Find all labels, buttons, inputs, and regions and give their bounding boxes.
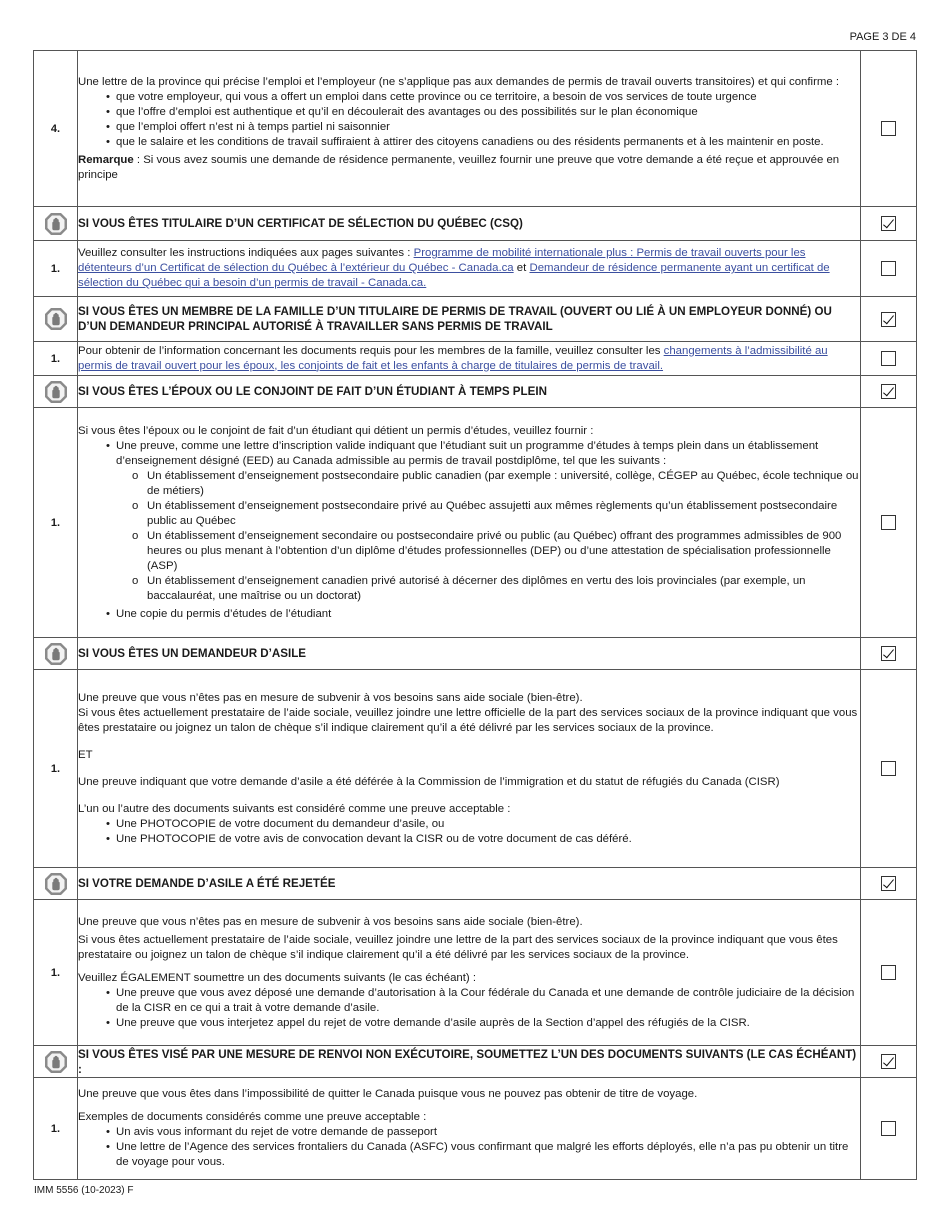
csq-instructions-link[interactable]: Programme de mobilité internationale plus : Permis de travail ouverts pour les détenteurs d’un Certificat de sélection du Québec à l’extérieur du Québec - Canada.ca xyxy=(78,247,806,274)
bullet-item xyxy=(106,439,860,604)
section-header: SI VOUS ÊTES VISÉ PAR UNE MESURE DE RENVOI NON EXÉCUTOIRE, SOUMETTEZ L’UN DES DOCUMENTS SUIVANTS (LE CAS ÉCHÉANT) : xyxy=(78,1046,861,1078)
sub-bullet-item: o Un établissement d’enseignement postsecondaire privé au Québec assujetti aux mêmes règlements qu’un établissement postsecondaire public au Québec xyxy=(132,499,860,529)
sub-bullet-item: o Un établissement d’enseignement postsecondaire public canadien (par exemple : université, collège, CÉGEP au Québec, école technique ou de métiers) xyxy=(132,469,860,499)
section-header-row xyxy=(34,207,917,241)
permanent-resident-csq-link[interactable]: Demandeur de résidence permanente ayant un certificat de sélection du Québec qui a besoin d’un permis de travail - Canada.ca. xyxy=(78,262,830,289)
item-paragraph: Si vous êtes actuellement prestataire de l’aide sociale, veuillez joindre une lettre officielle de la part des services sociaux de la province indiquant que vous êtes prestataire ou joignez un talon de chèque s’il indique clairement qu’il a été délivré par les services sociaux de la province. xyxy=(78,706,858,734)
item-number: 1. xyxy=(34,670,78,868)
section-checkbox[interactable] xyxy=(881,216,896,231)
item-paragraph: Veuillez ÉGALEMENT soumettre un des documents suivants (le cas échéant) : xyxy=(78,971,477,984)
bullet-item: • Un avis vous informant du rejet de votre demande de passeport xyxy=(106,1125,860,1140)
item-checkbox[interactable] xyxy=(881,761,896,776)
octagon-hand-icon xyxy=(44,642,68,666)
section-checkbox[interactable] xyxy=(881,312,896,327)
item-paragraph: Exemples de documents considérés comme une preuve acceptable : xyxy=(78,1111,427,1123)
bullet-item: • Une PHOTOCOPIE de votre avis de convocation devant la CISR ou de votre document de cas déféré. xyxy=(106,832,860,847)
item-description xyxy=(78,408,861,638)
item-text: Pour obtenir de l’information concernant les documents requis pour les membres de la famille, veuillez consulter les xyxy=(78,344,664,357)
item-row xyxy=(34,408,917,638)
section-header: SI VOUS ÊTES TITULAIRE D’UN CERTIFICAT DE SÉLECTION DU QUÉBEC (CSQ) xyxy=(78,207,861,241)
remark-label: Remarque xyxy=(78,153,134,166)
section-header-row xyxy=(34,638,917,670)
document-checklist-table xyxy=(33,50,917,1180)
octagon-hand-icon xyxy=(44,307,68,331)
item-paragraph: Une preuve que vous n’êtes pas en mesure de subvenir à vos besoins sans aide sociale (bien-être). xyxy=(78,691,583,704)
section-header-row xyxy=(34,868,917,900)
item-checkbox[interactable] xyxy=(881,351,896,366)
item-row xyxy=(34,51,917,207)
item-row xyxy=(34,900,917,1046)
item-intro: Une lettre de la province qui précise l’emploi et l’employeur (ne s’applique pas aux demandes de permis de travail ouverts transitoires) et qui confirme : xyxy=(78,75,840,88)
section-header: SI VOTRE DEMANDE D’ASILE A ÉTÉ REJETÉE xyxy=(78,868,861,900)
remark-text: : Si vous avez soumis une demande de résidence permanente, veuillez fournir une preuve que votre demande a été reçue et approuvée en principe xyxy=(78,153,840,181)
item-paragraph: Si vous êtes actuellement prestataire de l’aide sociale, veuillez joindre une lettre de la part des services sociaux de la province indiquant que vous êtes prestataire ou joignez un talon de chèque s’il indique clairement qu’il a été délivré par les services sociaux de la province. xyxy=(78,933,838,961)
section-checkbox[interactable] xyxy=(881,646,896,661)
octagon-hand-icon xyxy=(44,872,68,896)
item-checkbox[interactable] xyxy=(881,261,896,276)
item-number: 1. xyxy=(34,1078,78,1180)
item-number: 4. xyxy=(34,51,78,207)
bullet-item: • que l’emploi offert n’est ni à temps partiel ni saisonnier xyxy=(106,120,860,135)
item-text: Veuillez consulter les instructions indiquées aux pages suivantes : xyxy=(78,247,414,259)
item-description xyxy=(78,241,861,297)
item-checkbox[interactable] xyxy=(881,965,896,980)
item-text: et xyxy=(513,262,530,274)
section-checkbox[interactable] xyxy=(881,1054,896,1069)
section-header-row xyxy=(34,297,917,342)
form-code-footer: IMM 5556 (10-2023) F xyxy=(34,1185,134,1196)
section-header-row xyxy=(34,1046,917,1078)
section-checkbox[interactable] xyxy=(881,384,896,399)
item-number: 1. xyxy=(34,342,78,376)
section-header: SI VOUS ÊTES L’ÉPOUX OU LE CONJOINT DE FAIT D’UN ÉTUDIANT À TEMPS PLEIN xyxy=(78,376,861,408)
bullet-item: • Une preuve que vous interjetez appel du rejet de votre demande d’asile auprès de la Section d’appel des réfugiés de la CISR. xyxy=(106,1016,860,1031)
item-conjunction: ET xyxy=(78,748,93,761)
item-checkbox[interactable] xyxy=(881,515,896,530)
bullet-item: • Une copie du permis d’études de l’étudiant xyxy=(106,607,860,622)
item-description xyxy=(78,342,861,376)
sub-bullet-item: o Un établissement d’enseignement secondaire ou postsecondaire privé ou public (au Québec) offrant des programmes admissibles de 900 heures ou plus menant à l’obtention d’un diplôme d’études professionnelles (DEP) ou d’une attestation de spécialisation professionnelle (ASP) xyxy=(132,529,860,574)
bullet-item: • Une PHOTOCOPIE de votre document du demandeur d’asile, ou xyxy=(106,817,860,832)
item-description xyxy=(78,900,861,1046)
bullet-item: • que le salaire et les conditions de travail suffiraient à attirer des citoyens canadiens ou des résidents permanents et à les maintenir en poste. xyxy=(106,135,860,150)
item-checkbox[interactable] xyxy=(881,121,896,136)
item-paragraph: Une preuve que vous êtes dans l’impossibilité de quitter le Canada puisque vous ne pouvez pas obtenir de titre de voyage. xyxy=(78,1088,698,1100)
section-header: SI VOUS ÊTES UN DEMANDEUR D’ASILE xyxy=(78,638,861,670)
item-row xyxy=(34,342,917,376)
item-paragraph: L’un ou l’autre des documents suivants est considéré comme une preuve acceptable : xyxy=(78,802,511,815)
section-header-row xyxy=(34,376,917,408)
item-number: 1. xyxy=(34,408,78,638)
item-number: 1. xyxy=(34,900,78,1046)
bullet-text: Une preuve, comme une lettre d’inscription valide indiquant que l’étudiant suit un programme d’études à temps plein dans un établissement d’enseignement désigné (EED) au Canada admissible au permis de travail postdiplôme, tel que les suivants : xyxy=(116,439,819,467)
item-row xyxy=(34,241,917,297)
family-eligibility-link[interactable]: changements à l’admissibilité au permis de travail ouvert pour les époux, les conjoints de fait et les enfants à charge de titulaires de permis de travail. xyxy=(78,344,828,372)
octagon-hand-icon xyxy=(44,1050,68,1074)
item-row xyxy=(34,1078,917,1180)
octagon-hand-icon xyxy=(44,212,68,236)
item-row xyxy=(34,670,917,868)
item-checkbox[interactable] xyxy=(881,1121,896,1136)
item-paragraph: Une preuve que vous n’êtes pas en mesure de subvenir à vos besoins sans aide sociale (bien-être). xyxy=(78,915,583,928)
item-description xyxy=(78,670,861,868)
item-description xyxy=(78,1078,861,1180)
bullet-item: • que l’offre d’emploi est authentique et qu’il en découlerait des avantages ou des possibilités sur le plan économique xyxy=(106,105,860,120)
section-header: SI VOUS ÊTES UN MEMBRE DE LA FAMILLE D’UN TITULAIRE DE PERMIS DE TRAVAIL (OUVERT OU LIÉ À UN EMPLOYEUR DONNÉ) OU D’UN DEMANDEUR PRINCIPAL AUTORISÉ À TRAVAILLER SANS PERMIS DE TRAVAIL xyxy=(78,297,861,342)
item-paragraph: Une preuve indiquant que votre demande d’asile a été déférée à la Commission de l’immigration et du statut de réfugiés du Canada (CISR) xyxy=(78,775,780,788)
section-checkbox[interactable] xyxy=(881,876,896,891)
bullet-item: • que votre employeur, qui vous a offert un emploi dans cette province ou ce territoire, a besoin de vos services de toute urgence xyxy=(106,90,860,105)
page-number: PAGE 3 DE 4 xyxy=(849,31,916,43)
item-number: 1. xyxy=(34,241,78,297)
bullet-item: • Une preuve que vous avez déposé une demande d’autorisation à la Cour fédérale du Canada et une demande de contrôle judiciaire de la décision de la CISR en ce qui a trait à votre demande d’asile. xyxy=(106,986,860,1016)
item-description xyxy=(78,51,861,207)
item-intro: Si vous êtes l’époux ou le conjoint de fait d’un étudiant qui détient un permis d’études, veuillez fournir : xyxy=(78,424,594,437)
octagon-hand-icon xyxy=(44,380,68,404)
sub-bullet-item: o Un établissement d’enseignement canadien privé autorisé à décerner des diplômes en vertu des lois provinciales (par exemple, un baccalauréat, une maîtrise ou un doctorat) xyxy=(132,574,860,604)
bullet-item: • Une lettre de l’Agence des services frontaliers du Canada (ASFC) vous confirmant que malgré les efforts déployés, elle n’a pas pu obtenir un titre de voyage pour vous. xyxy=(106,1140,860,1170)
